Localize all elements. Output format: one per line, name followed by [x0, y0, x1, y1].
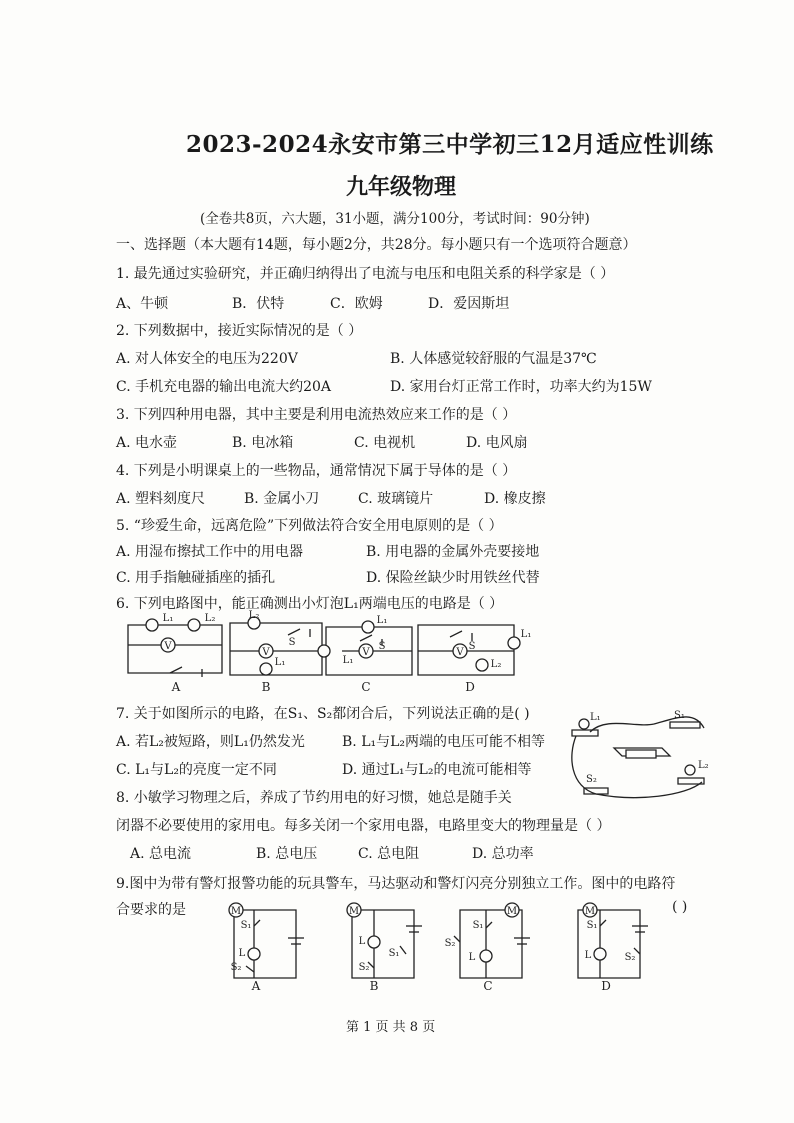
q9-option-a: A: [251, 979, 261, 993]
q7-option-b: B. L₁与L₂两端的电压可能不相等: [342, 734, 546, 750]
q6-voltmeter-label: V: [164, 641, 172, 652]
q6-lamp-label: L₂: [490, 659, 502, 670]
question-3-stem: 3. 下列四种用电器，其中主要是利用电流热效应来工作的是（ ）: [116, 407, 517, 423]
q9-lamp-label: L: [468, 952, 476, 963]
q7-switch1-label: S₁: [674, 710, 685, 721]
question-9-stem-line2: 合要求的是: [116, 902, 186, 918]
q6-option-d: D: [465, 680, 475, 694]
q9-lamp-label: L: [358, 936, 366, 947]
q8-option-d: D. 总功率: [472, 846, 534, 862]
q6-lamp-label: L₂: [204, 613, 216, 624]
q9-switch1-label: S₁: [472, 920, 484, 931]
q4-option-c: C. 玻璃镜片: [358, 491, 434, 507]
page-number: 第 1 页 共 8 页: [346, 1020, 436, 1035]
q9-switch2-label: S₂: [230, 962, 242, 973]
q7-option-a: A. 若L₂被短路，则L₁仍然发光: [116, 734, 305, 750]
q9-option-d: D: [601, 979, 611, 993]
q2-option-c: C. 手机充电器的输出电流大约20A: [116, 379, 332, 395]
q6-switch-label: S: [288, 637, 296, 648]
q5-option-b: B. 用电器的金属外壳要接地: [366, 544, 540, 560]
q9-switch1-label: S₁: [388, 948, 400, 959]
q9-answer-paren: ( ): [672, 899, 688, 915]
question-1-stem: 1. 最先通过实验研究，并正确归纳得出了电流与电压和电阻关系的科学家是（ ）: [116, 266, 615, 282]
q6-lamp-label: L₁: [342, 655, 354, 666]
q6-switch-label: S: [378, 641, 386, 652]
exam-title: 2023-2024永安市第三中学初三12月适应性训练: [186, 131, 714, 158]
q9-option-b: B: [369, 979, 379, 993]
q3-option-a: A. 电水壶: [116, 435, 178, 451]
q9-switch2-label: S₂: [358, 962, 370, 973]
q7-circuit-photo: [566, 706, 712, 802]
q5-option-c: C. 用手指触碰插座的插孔: [116, 570, 276, 586]
q2-option-b: B. 人体感觉较舒服的气温是37℃: [390, 351, 597, 367]
q6-voltmeter-label: V: [362, 647, 370, 658]
q5-option-d: D. 保险丝缺少时用铁丝代替: [366, 570, 540, 586]
q4-option-b: B. 金属小刀: [244, 491, 320, 507]
question-9-stem-line1: 9.图中为带有警灯报警功能的玩具警车，马达驱动和警灯闪亮分别独立工作。图中的电路符: [116, 876, 676, 892]
exam-info: (全卷共8页，六大题，31小题，满分100分，考试时间：90分钟): [200, 211, 590, 227]
q9-switch1-label: S₁: [586, 920, 598, 931]
q6-voltmeter-label: V: [262, 647, 270, 658]
q1-option-d: D．爱因斯坦: [428, 296, 510, 312]
q6-switch-label: S: [468, 641, 476, 652]
q6-circuit-figures: [120, 610, 560, 695]
q9-lamp-label: L: [238, 948, 246, 959]
q9-switch2-label: S₂: [624, 952, 636, 963]
q6-option-b: B: [261, 680, 271, 694]
q2-option-d: D. 家用台灯正常工作时，功率大约为15W: [390, 379, 652, 395]
q7-switch2-label: S₂: [586, 774, 597, 785]
q7-option-d: D. 通过L₁与L₂的电流可能相等: [342, 762, 532, 778]
q7-option-c: C. L₁与L₂的亮度一定不同: [116, 762, 277, 778]
question-4-stem: 4. 下列是小明课桌上的一些物品，通常情况下属于导体的是（ ）: [116, 463, 517, 479]
q3-option-b: B. 电冰箱: [232, 435, 294, 451]
q9-motor-label: M: [506, 906, 518, 917]
q5-option-a: A. 用湿布擦拭工作中的用电器: [116, 544, 304, 560]
subject-title: 九年级物理: [346, 174, 457, 200]
q9-switch2-label: S₂: [444, 938, 456, 949]
question-7-stem: 7. 关于如图所示的电路，在S₁、S₂都闭合后，下列说法正确的是( ): [116, 706, 530, 722]
q6-lamp-label: L₁: [376, 615, 388, 626]
q9-motor-label: M: [230, 906, 242, 917]
q9-lamp-label: L: [584, 950, 592, 961]
q6-option-c: C: [361, 680, 371, 694]
q1-option-c: C．欧姆: [330, 296, 383, 312]
q6-voltmeter-label: V: [456, 647, 464, 658]
q1-option-a: A、牛顿: [116, 296, 169, 312]
q4-option-a: A. 塑料刻度尺: [116, 491, 206, 507]
q3-option-c: C. 电视机: [354, 435, 416, 451]
q8-option-b: B. 总电压: [256, 846, 318, 862]
q4-option-d: D. 橡皮擦: [484, 491, 546, 507]
question-5-stem: 5. “珍爱生命，远离危险”下列做法符合安全用电原则的是（ ）: [116, 518, 503, 534]
q9-circuit-figures: [210, 898, 670, 994]
q6-lamp-label: L₁: [162, 613, 174, 624]
q2-option-a: A. 对人体安全的电压为220V: [116, 351, 298, 367]
q6-option-a: A: [171, 680, 181, 694]
question-2-stem: 2. 下列数据中，接近实际情况的是（ ）: [116, 323, 363, 339]
q3-option-d: D. 电风扇: [466, 435, 528, 451]
q6-lamp-label: L₁: [274, 657, 286, 668]
section-heading: 一、选择题（本大题有14题，每小题2分，共28分。每小题只有一个选项符合题意）: [116, 237, 637, 253]
q8-option-a: A. 总电流: [130, 846, 192, 862]
q9-option-c: C: [483, 979, 493, 993]
q1-option-b: B．伏特: [232, 296, 285, 312]
question-8-stem-line1: 8. 小敏学习物理之后，养成了节约用电的好习惯，她总是随手关: [116, 790, 512, 806]
question-6-stem: 6. 下列电路图中，能正确测出小灯泡L₁两端电压的电路是（ ）: [116, 596, 504, 612]
q9-switch1-label: S₁: [240, 920, 252, 931]
q7-lamp2-label: L₂: [698, 760, 709, 771]
q9-motor-label: M: [348, 906, 360, 917]
q9-motor-label: M: [584, 906, 596, 917]
q8-option-c: C. 总电阻: [358, 846, 420, 862]
question-8-stem-line2: 闭器不必要使用的家用电。每多关闭一个家用电器，电路里变大的物理量是（ ）: [116, 818, 611, 834]
q7-lamp1-label: L₁: [590, 712, 601, 723]
q6-lamp-label: L₁: [520, 629, 532, 640]
q6-lamp-label: L₂: [248, 610, 260, 621]
